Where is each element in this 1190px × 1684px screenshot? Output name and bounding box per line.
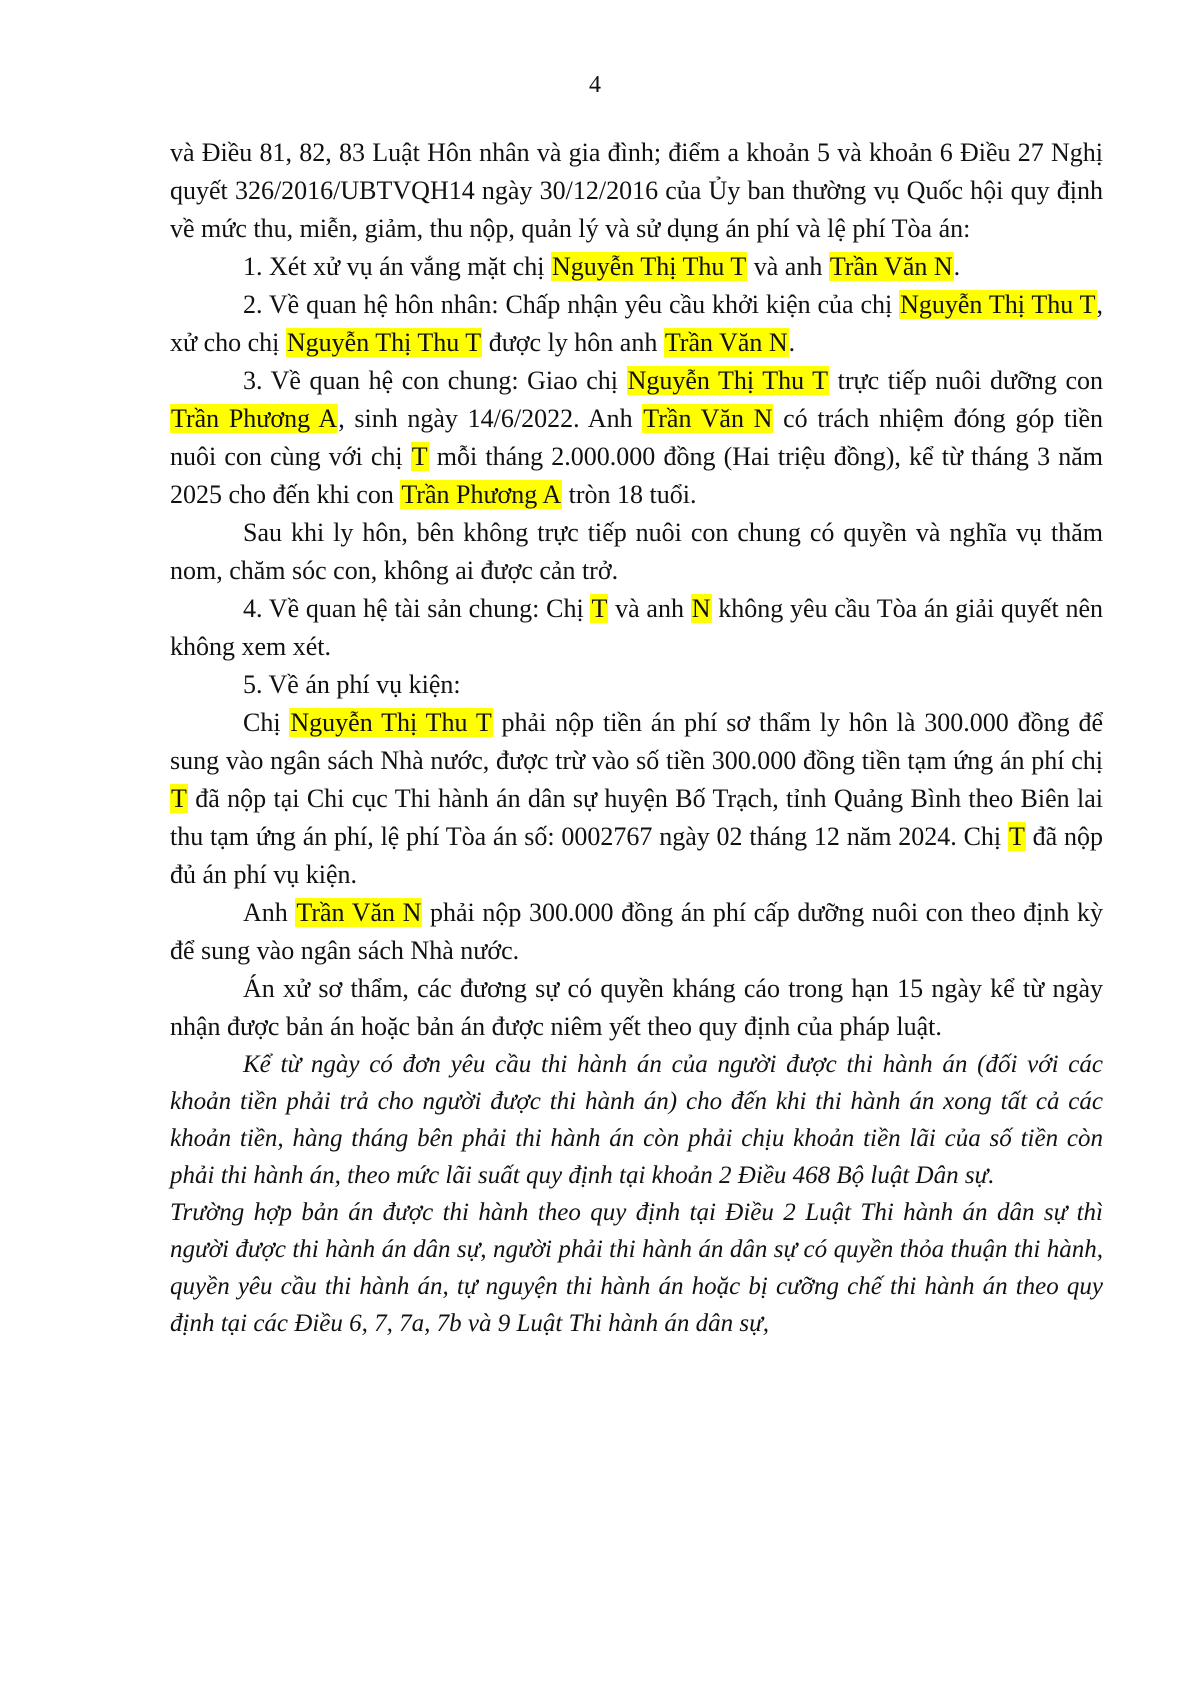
interest-note-paragraph: Kể từ ngày có đơn yêu cầu thi hành án của người được thi hành án (đối với các khoản tiền phải trả cho người được thi hành án) cho đến khi thi hành án xong tất cả các khoản tiền, hàng tháng bên phải thi hành án còn phải chịu khoản tiền lãi của số tiền còn phải thi hành án, theo mức lãi suất quy định tại khoản 2 Điều 468 Bộ luật Dân sự. [170,1051,1103,1189]
highlight-wife-name: Nguyễn Thị Thu T [900,290,1096,319]
highlight-wife-initial: T [411,442,428,471]
enforcement-note-paragraph: Trường hợp bản án được thi hành theo quy định tại Điều 2 Luật Thi hành án dân sự thì người được thi hành án dân sự, người phải thi hành án dân sự có quyền thỏa thuận thi hành, quyền yêu cầu thi hành án, tự nguyện thi hành án hoặc bị cưỡng chế thi hành án theo quy định tại các Điều 6, 7, 7a, 7b và 9 Luật Thi hành án dân sự, [170,1199,1103,1337]
highlight-husband-name: Trần Văn N [664,328,788,357]
highlight-wife-name: Nguyễn Thị Thu T [551,252,747,281]
fee-wife-paragraph: Chị Nguyễn Thị Thu T phải nộp tiền án phí sơ thẩm ly hôn là 300.000 đồng để sung vào ngân sách Nhà nước, được trừ vào số tiền 300.000 đồng tiền tạm ứng án phí chị T đã nộp tại Chi cục Thi hành án dân sự huyện Bố Trạch, tỉnh Quảng Bình theo Biên lai thu tạm ứng án phí, lệ phí Tòa án số: 0002767 ngày 02 tháng 12 năm 2024. Chị T đã nộp đủ án phí vụ kiện. [170,708,1103,889]
item-1-absent-trial: 1. Xét xử vụ án vắng mặt chị Nguyễn Thị Thu T và anh Trần Văn N. [243,252,961,281]
highlight-wife-name: Nguyễn Thị Thu T [627,366,829,395]
intro-paragraph: và Điều 81, 82, 83 Luật Hôn nhân và gia đình; điểm a khoản 5 và khoản 6 Điều 27 Nghị quyết 326/2016/UBTVQH14 ngày 30/12/2016 của Ủy ban thường vụ Quốc hội quy định về mức thu, miễn, giảm, thu nộp, quản lý và sử dụng án phí và lệ phí Tòa án: [170,138,1103,243]
highlight-husband-name: Trần Văn N [296,898,422,927]
item-2-marriage: 2. Về quan hệ hôn nhân: Chấp nhận yêu cầu khởi kiện của chị Nguyễn Thị Thu T, xử cho chị Nguyễn Thị Thu T được ly hôn anh Trần Văn N. [170,290,1104,357]
highlight-child-name: Trần Phương A [401,480,562,509]
highlight-wife-initial: T [171,784,187,813]
highlight-wife-name: Nguyễn Thị Thu T [286,328,482,357]
item-3-child-custody: 3. Về quan hệ con chung: Giao chị Nguyễn Thị Thu T trực tiếp nuôi dưỡng con Trần Phương A, sinh ngày 14/6/2022. Anh Trần Văn N có trách nhiệm đóng góp tiền nuôi con cùng với chị T mỗi tháng 2.000.000 đồng (Hai triệu đồng), kể từ tháng 3 năm 2025 cho đến khi con Trần Phương A tròn 18 tuổi. [170,366,1104,509]
page-number: 4 [589,72,601,98]
highlight-wife-initial: T [591,594,608,623]
highlight-child-name: Trần Phương A [171,404,338,433]
appeal-paragraph: Án xử sơ thẩm, các đương sự có quyền kháng cáo trong hạn 15 ngày kể từ ngày nhận được bản án hoặc bản án được niêm yết theo quy định của pháp luật. [170,974,1103,1041]
fee-husband-paragraph: Anh Trần Văn N phải nộp 300.000 đồng án phí cấp dưỡng nuôi con theo định kỳ để sung vào ngân sách Nhà nước. [170,898,1104,965]
highlight-wife-name: Nguyễn Thị Thu T [290,708,492,737]
highlight-husband-name: Trần Văn N [829,252,953,281]
highlight-husband-name: Trần Văn N [643,404,773,433]
judgment-body [170,134,1103,1342]
visitation-rights-paragraph: Sau khi ly hôn, bên không trực tiếp nuôi con chung có quyền và nghĩa vụ thăm nom, chăm sóc con, không ai được cản trở. [170,518,1103,585]
item-4-property: 4. Về quan hệ tài sản chung: Chị T và anh N không yêu cầu Tòa án giải quyết nên không xem xét. [170,594,1103,661]
item-5-title: 5. Về án phí vụ kiện: [243,670,461,699]
highlight-wife-initial: T [1008,822,1025,851]
highlight-husband-initial: N [691,594,711,623]
